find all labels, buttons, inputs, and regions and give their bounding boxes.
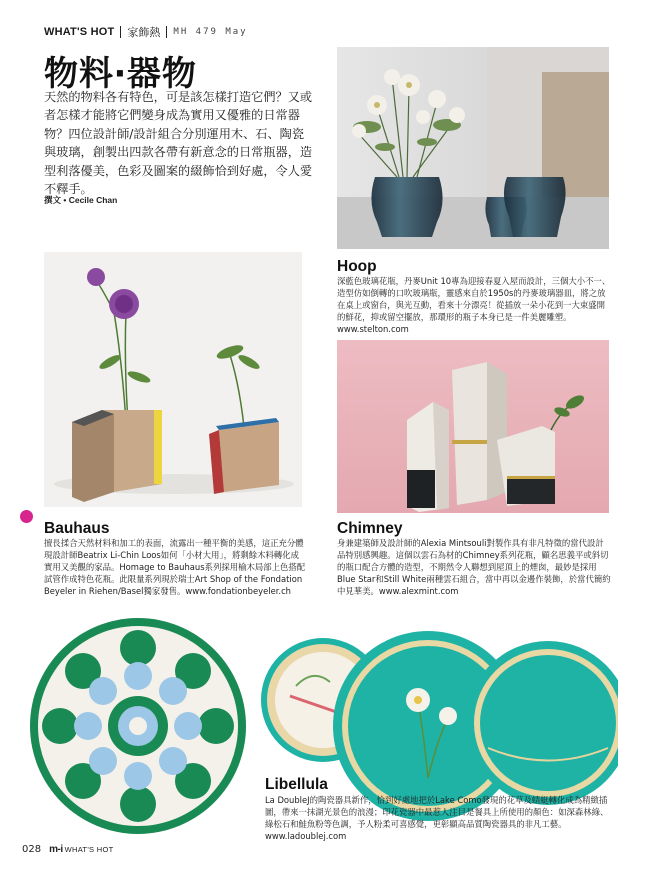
article-intro: 天然的物料各有特色，可是該怎樣打造它們？又或者怎樣才能將它們變身成為實用又優雅的日常器物？四位設計師/設計組合分別運用木、石、陶瓷與玻璃，創製出四款各帶有新意念的日常瓶器，造型利落優美，色彩及圖案的綴飾恰到好處，令人愛不釋手。 (44, 90, 313, 197)
page-number: 028 (22, 844, 42, 855)
product-desc-bauhaus: 擅長揉合天然材料和加工的表面，流露出一種平衡的美感，這正充分體現設計師Beatrix Li-Chin Loos如何「小材大用」，將剩餘木料轉化成實用又美觀的家品。Homage to Bauhaus系列採用榆木局部上色搭配試管作成特色花瓶。此限量系列現於瑞士Art Shop of the Fondation Beyeler in Riehen/Basel獨家發售。www.fondationbeyeler.ch (44, 538, 306, 596)
product-desc-libellula: La DoubleJ的陶瓷器具新作，恰到好處地把於Lake Como發現的花草及蜻蜓轉化成為精緻插圖，帶來一抹湖光景色的浪漫；印花瓷器中最惹人注目是餐具上所使用的顏色：如深森林綠、綠松石和鮭魚粉等色調，予人粉柔可喜感覺，更彰顯高品質陶瓷器具的非凡工藝。www.ladoublej.com (265, 795, 609, 841)
product-desc-chimney: 身兼建築師及設計師的Alexia Mintsouli對製作具有非凡特徵的當代設計品特別感興趣。這個以雲石為材的Chimney系列花瓶，顧名思義平或斜切的瓶口配合方體的造型，不期然令人聯想到屋頂上的煙囱，最妙是採用Blue Star和Still White兩種雲石組合，當中再以金邊作裝飾，於當代簡約中見華美。www.alexmint.com (337, 538, 611, 596)
header-divider (166, 26, 167, 38)
product-name-bauhaus: Bauhaus (44, 520, 110, 537)
hoop-photo (337, 47, 609, 249)
product-name-libellula: Libellula (265, 776, 328, 793)
issue-label: MH 479 May (173, 27, 248, 37)
magazine-logo: m-i (49, 844, 63, 855)
article-credit: 撰文 • Cecile Chan (44, 195, 118, 205)
section-label: WHAT'S HOT (44, 26, 115, 38)
product-name-chimney: Chimney (337, 520, 403, 537)
product-desc-hoop: 深藍色玻璃花瓶，丹麥Unit 10專為迎接春夏入屋而設計，三個大小不一、造型仿如倒轉的口吹玻璃瓶，靈感來自於1950s的丹麥玻璃器皿，將之放在桌上或窗台，與光互動，看來十分漂亮！從插放一朵小花到一大束盛開的鮮花，抑或留空擺放，那環形的瓶子本身已是一件美麗雕塑。www.stelton.com (337, 276, 611, 334)
subsection-label: 家飾熱 (127, 26, 161, 39)
accent-dot (20, 510, 33, 523)
header-divider (120, 26, 121, 38)
bauhaus-photo (44, 252, 302, 507)
footer-section-label: WHAT'S HOT (64, 845, 114, 854)
product-name-hoop: Hoop (337, 258, 377, 275)
chimney-photo (337, 340, 609, 513)
page-header (44, 24, 248, 40)
article-title: 物料‧器物 (44, 54, 197, 94)
page-footer (22, 844, 113, 855)
